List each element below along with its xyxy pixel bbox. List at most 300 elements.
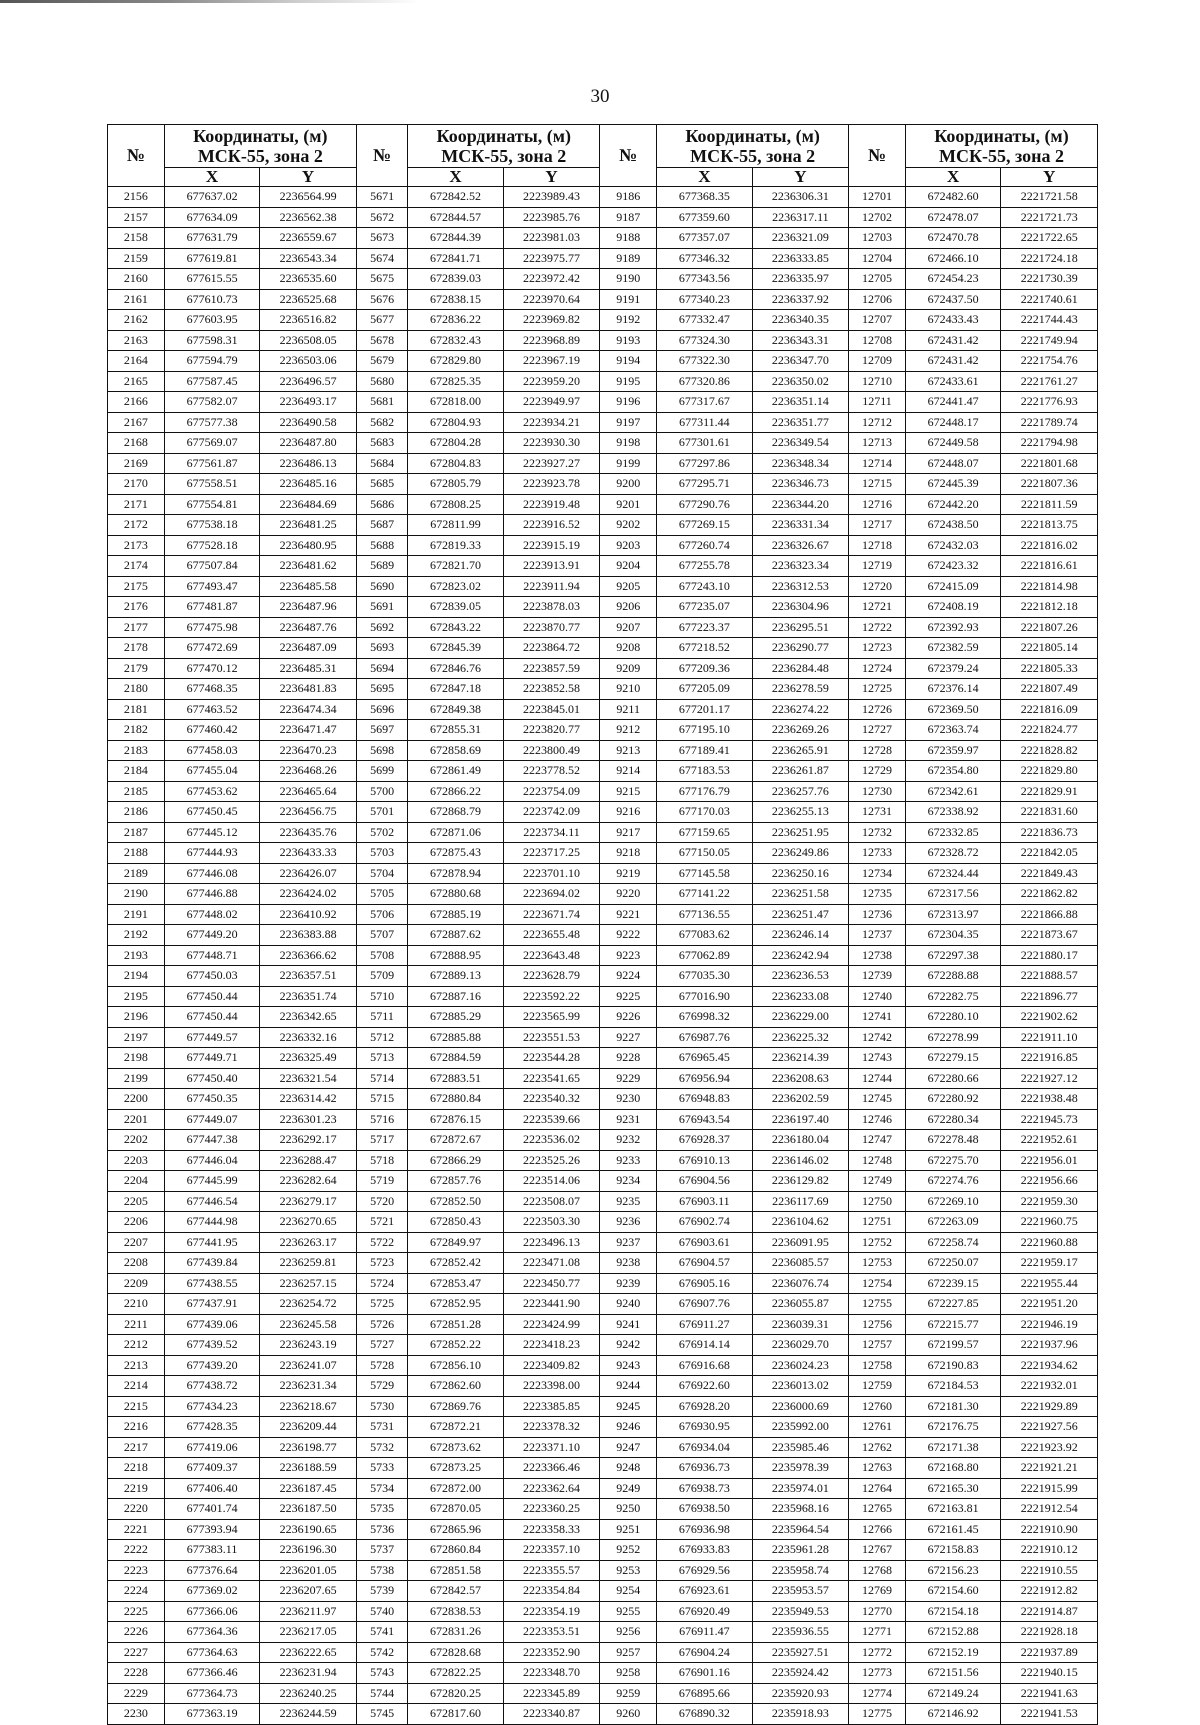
y-coordinate: 2221912.54 [1001, 1499, 1098, 1520]
y-coordinate: 2221956.66 [1001, 1171, 1098, 1192]
x-coordinate: 672843.22 [408, 617, 503, 638]
x-coordinate: 677343.56 [657, 269, 752, 290]
y-coordinate: 2221849.43 [1001, 863, 1098, 884]
y-coordinate: 2223970.64 [503, 289, 600, 310]
header-coordinates-units: Координаты, (м) [193, 126, 328, 146]
x-coordinate: 672820.25 [408, 1683, 503, 1704]
x-coordinate: 672317.56 [905, 884, 1000, 905]
point-number: 5679 [356, 351, 407, 372]
point-number: 12771 [849, 1622, 906, 1643]
y-coordinate: 2223852.58 [503, 679, 600, 700]
y-coordinate: 2236516.82 [260, 310, 357, 331]
point-number: 5740 [356, 1601, 407, 1622]
x-coordinate: 676936.73 [657, 1458, 752, 1479]
y-coordinate: 2236231.94 [260, 1663, 357, 1684]
point-number: 12702 [849, 207, 906, 228]
point-number: 12722 [849, 617, 906, 638]
y-coordinate: 2221807.26 [1001, 617, 1098, 638]
y-coordinate: 2236209.44 [260, 1417, 357, 1438]
y-coordinate: 2236254.72 [260, 1294, 357, 1315]
y-coordinate: 2236487.96 [260, 597, 357, 618]
point-number: 9221 [600, 904, 657, 925]
point-number: 2216 [108, 1417, 165, 1438]
y-coordinate: 2236255.13 [752, 802, 849, 823]
table-row [108, 1642, 1098, 1663]
point-number: 9232 [600, 1130, 657, 1151]
y-coordinate: 2236465.64 [260, 781, 357, 802]
point-number: 2190 [108, 884, 165, 905]
x-coordinate: 672839.05 [408, 597, 503, 618]
point-number: 2208 [108, 1253, 165, 1274]
point-number: 9235 [600, 1191, 657, 1212]
point-number: 2187 [108, 822, 165, 843]
x-coordinate: 677364.73 [164, 1683, 259, 1704]
point-number: 12763 [849, 1458, 906, 1479]
x-coordinate: 672154.60 [905, 1581, 1000, 1602]
y-coordinate: 2236202.59 [752, 1089, 849, 1110]
x-coordinate: 672431.42 [905, 330, 1000, 351]
table-row [108, 1027, 1098, 1048]
x-coordinate: 677463.52 [164, 699, 259, 720]
y-coordinate: 2236257.76 [752, 781, 849, 802]
y-coordinate: 2221749.94 [1001, 330, 1098, 351]
x-coordinate: 676904.24 [657, 1642, 752, 1663]
table-row [108, 1191, 1098, 1212]
y-coordinate: 2223969.82 [503, 310, 600, 331]
point-number: 12758 [849, 1355, 906, 1376]
y-coordinate: 2223409.82 [503, 1355, 600, 1376]
x-coordinate: 672865.96 [408, 1519, 503, 1540]
y-coordinate: 2235927.51 [752, 1642, 849, 1663]
y-coordinate: 2236351.77 [752, 412, 849, 433]
point-number: 5745 [356, 1704, 407, 1725]
point-number: 12729 [849, 761, 906, 782]
y-coordinate: 2221940.15 [1001, 1663, 1098, 1684]
y-coordinate: 2221740.61 [1001, 289, 1098, 310]
point-number: 12720 [849, 576, 906, 597]
point-number: 9187 [600, 207, 657, 228]
point-number: 5728 [356, 1355, 407, 1376]
header-coordinate-system: МСК-55, зона 2 [690, 146, 816, 166]
y-coordinate: 2223424.99 [503, 1314, 600, 1335]
x-coordinate: 672152.19 [905, 1642, 1000, 1663]
y-coordinate: 2236487.76 [260, 617, 357, 638]
y-coordinate: 2235958.74 [752, 1560, 849, 1581]
table-row [108, 1068, 1098, 1089]
table-row [108, 597, 1098, 618]
y-coordinate: 2221807.36 [1001, 474, 1098, 495]
y-coordinate: 2236348.34 [752, 453, 849, 474]
x-coordinate: 677035.30 [657, 966, 752, 987]
table-row [108, 187, 1098, 208]
x-coordinate: 672171.38 [905, 1437, 1000, 1458]
point-number: 5696 [356, 699, 407, 720]
y-coordinate: 2236301.23 [260, 1109, 357, 1130]
y-coordinate: 2236332.16 [260, 1027, 357, 1048]
point-number: 2164 [108, 351, 165, 372]
y-coordinate: 2236055.87 [752, 1294, 849, 1315]
table-row [108, 1232, 1098, 1253]
y-coordinate: 2236342.65 [260, 1007, 357, 1028]
point-number: 5699 [356, 761, 407, 782]
table-row [108, 1048, 1098, 1069]
header-coordinates-units: Координаты, (м) [934, 126, 1069, 146]
x-coordinate: 676923.61 [657, 1581, 752, 1602]
header-y: Y [503, 168, 600, 187]
point-number: 12705 [849, 269, 906, 290]
table-row [108, 1581, 1098, 1602]
point-number: 5673 [356, 228, 407, 249]
x-coordinate: 672227.85 [905, 1294, 1000, 1315]
x-coordinate: 677444.93 [164, 843, 259, 864]
y-coordinate: 2221801.68 [1001, 453, 1098, 474]
y-coordinate: 2236471.47 [260, 720, 357, 741]
point-number: 5718 [356, 1150, 407, 1171]
point-number: 2212 [108, 1335, 165, 1356]
x-coordinate: 672431.42 [905, 351, 1000, 372]
y-coordinate: 2223441.90 [503, 1294, 600, 1315]
table-row [108, 740, 1098, 761]
point-number: 9247 [600, 1437, 657, 1458]
y-coordinate: 2221722.65 [1001, 228, 1098, 249]
x-coordinate: 677401.74 [164, 1499, 259, 1520]
point-number: 12708 [849, 330, 906, 351]
point-number: 12717 [849, 515, 906, 536]
y-coordinate: 2236190.65 [260, 1519, 357, 1540]
x-coordinate: 677450.40 [164, 1068, 259, 1089]
point-number: 5727 [356, 1335, 407, 1356]
point-number: 9203 [600, 535, 657, 556]
point-number: 9250 [600, 1499, 657, 1520]
y-coordinate: 2236076.74 [752, 1273, 849, 1294]
point-number: 12701 [849, 187, 906, 208]
y-coordinate: 2221952.61 [1001, 1130, 1098, 1151]
table-row [108, 556, 1098, 577]
y-coordinate: 2236196.30 [260, 1540, 357, 1561]
y-coordinate: 2236188.59 [260, 1458, 357, 1479]
y-coordinate: 2223348.70 [503, 1663, 600, 1684]
table-row [108, 207, 1098, 228]
x-coordinate: 672165.30 [905, 1478, 1000, 1499]
point-number: 2180 [108, 679, 165, 700]
point-number: 2160 [108, 269, 165, 290]
y-coordinate: 2221946.19 [1001, 1314, 1098, 1335]
y-coordinate: 2223734.11 [503, 822, 600, 843]
x-coordinate: 677450.44 [164, 1007, 259, 1028]
table-row [108, 371, 1098, 392]
point-number: 12735 [849, 884, 906, 905]
point-number: 5717 [356, 1130, 407, 1151]
y-coordinate: 2236236.53 [752, 966, 849, 987]
point-number: 5690 [356, 576, 407, 597]
y-coordinate: 2236343.31 [752, 330, 849, 351]
y-coordinate: 2223354.19 [503, 1601, 600, 1622]
y-coordinate: 2223544.28 [503, 1048, 600, 1069]
y-coordinate: 2223565.99 [503, 1007, 600, 1028]
x-coordinate: 676928.20 [657, 1396, 752, 1417]
y-coordinate: 2236279.17 [260, 1191, 357, 1212]
y-coordinate: 2221923.92 [1001, 1437, 1098, 1458]
y-coordinate: 2223985.76 [503, 207, 600, 228]
x-coordinate: 677357.07 [657, 228, 752, 249]
x-coordinate: 672887.62 [408, 925, 503, 946]
point-number: 2182 [108, 720, 165, 741]
x-coordinate: 672280.92 [905, 1089, 1000, 1110]
point-number: 12715 [849, 474, 906, 495]
x-coordinate: 672156.23 [905, 1560, 1000, 1581]
x-coordinate: 672215.77 [905, 1314, 1000, 1335]
point-number: 2203 [108, 1150, 165, 1171]
x-coordinate: 677446.08 [164, 863, 259, 884]
x-coordinate: 676920.49 [657, 1601, 752, 1622]
y-coordinate: 2221927.56 [1001, 1417, 1098, 1438]
point-number: 2219 [108, 1478, 165, 1499]
point-number: 12706 [849, 289, 906, 310]
x-coordinate: 677493.47 [164, 576, 259, 597]
x-coordinate: 672825.35 [408, 371, 503, 392]
y-coordinate: 2221880.17 [1001, 945, 1098, 966]
x-coordinate: 677468.35 [164, 679, 259, 700]
y-coordinate: 2236292.17 [260, 1130, 357, 1151]
x-coordinate: 672866.29 [408, 1150, 503, 1171]
point-number: 12746 [849, 1109, 906, 1130]
y-coordinate: 2223923.78 [503, 474, 600, 495]
y-coordinate: 2236344.20 [752, 494, 849, 515]
point-number: 5711 [356, 1007, 407, 1028]
x-coordinate: 672154.18 [905, 1601, 1000, 1622]
point-number: 12711 [849, 392, 906, 413]
y-coordinate: 2223358.33 [503, 1519, 600, 1540]
x-coordinate: 672297.38 [905, 945, 1000, 966]
table-row [108, 494, 1098, 515]
y-coordinate: 2236435.76 [260, 822, 357, 843]
x-coordinate: 677176.79 [657, 781, 752, 802]
table-row [108, 392, 1098, 413]
table-row [108, 1294, 1098, 1315]
point-number: 12752 [849, 1232, 906, 1253]
x-coordinate: 672846.76 [408, 658, 503, 679]
y-coordinate: 2221831.60 [1001, 802, 1098, 823]
y-coordinate: 2236490.58 [260, 412, 357, 433]
point-number: 9204 [600, 556, 657, 577]
table-row [108, 843, 1098, 864]
y-coordinate: 2223539.66 [503, 1109, 600, 1130]
point-number: 12742 [849, 1027, 906, 1048]
x-coordinate: 676929.56 [657, 1560, 752, 1581]
y-coordinate: 2236245.58 [260, 1314, 357, 1335]
x-coordinate: 677561.87 [164, 453, 259, 474]
point-number: 5712 [356, 1027, 407, 1048]
point-number: 9202 [600, 515, 657, 536]
x-coordinate: 672852.50 [408, 1191, 503, 1212]
x-coordinate: 677376.64 [164, 1560, 259, 1581]
x-coordinate: 676933.83 [657, 1540, 752, 1561]
y-coordinate: 2236564.99 [260, 187, 357, 208]
y-coordinate: 2221836.73 [1001, 822, 1098, 843]
y-coordinate: 2221862.82 [1001, 884, 1098, 905]
point-number: 5704 [356, 863, 407, 884]
point-number: 2195 [108, 986, 165, 1007]
point-number: 2211 [108, 1314, 165, 1335]
y-coordinate: 2236481.25 [260, 515, 357, 536]
point-number: 9216 [600, 802, 657, 823]
x-coordinate: 676930.95 [657, 1417, 752, 1438]
x-coordinate: 672445.39 [905, 474, 1000, 495]
point-number: 2162 [108, 310, 165, 331]
y-coordinate: 2236295.51 [752, 617, 849, 638]
point-number: 12726 [849, 699, 906, 720]
y-coordinate: 2236559.67 [260, 228, 357, 249]
header-coordinates-units: Координаты, (м) [436, 126, 572, 146]
point-number: 2229 [108, 1683, 165, 1704]
point-number: 2218 [108, 1458, 165, 1479]
point-number: 2223 [108, 1560, 165, 1581]
y-coordinate: 2221951.20 [1001, 1294, 1098, 1315]
x-coordinate: 672841.71 [408, 248, 503, 269]
point-number: 12748 [849, 1150, 906, 1171]
y-coordinate: 2236197.40 [752, 1109, 849, 1130]
x-coordinate: 677409.37 [164, 1458, 259, 1479]
point-number: 5708 [356, 945, 407, 966]
y-coordinate: 2221814.98 [1001, 576, 1098, 597]
x-coordinate: 677558.51 [164, 474, 259, 495]
x-coordinate: 676895.66 [657, 1683, 752, 1704]
x-coordinate: 672805.79 [408, 474, 503, 495]
point-number: 9231 [600, 1109, 657, 1130]
y-coordinate: 2221916.85 [1001, 1048, 1098, 1069]
header-coordinate-system: МСК-55, зона 2 [938, 146, 1064, 166]
y-coordinate: 2236222.65 [260, 1642, 357, 1663]
point-number: 9220 [600, 884, 657, 905]
x-coordinate: 672369.50 [905, 699, 1000, 720]
x-coordinate: 676903.11 [657, 1191, 752, 1212]
table-row [108, 925, 1098, 946]
y-coordinate: 2235974.01 [752, 1478, 849, 1499]
y-coordinate: 2221789.74 [1001, 412, 1098, 433]
y-coordinate: 2235968.16 [752, 1499, 849, 1520]
point-number: 12759 [849, 1376, 906, 1397]
point-number: 12769 [849, 1581, 906, 1602]
y-coordinate: 2236485.31 [260, 658, 357, 679]
point-number: 12739 [849, 966, 906, 987]
x-coordinate: 672866.22 [408, 781, 503, 802]
y-coordinate: 2236251.47 [752, 904, 849, 925]
point-number: 5707 [356, 925, 407, 946]
table-row [108, 535, 1098, 556]
y-coordinate: 2236487.80 [260, 433, 357, 454]
point-number: 2183 [108, 740, 165, 761]
x-coordinate: 676956.94 [657, 1068, 752, 1089]
y-coordinate: 2236349.54 [752, 433, 849, 454]
y-coordinate: 2223913.91 [503, 556, 600, 577]
table-row [108, 617, 1098, 638]
point-number: 12733 [849, 843, 906, 864]
y-coordinate: 2223911.94 [503, 576, 600, 597]
x-coordinate: 672860.84 [408, 1540, 503, 1561]
point-number: 5705 [356, 884, 407, 905]
y-coordinate: 2221927.12 [1001, 1068, 1098, 1089]
y-coordinate: 2236024.23 [752, 1355, 849, 1376]
point-number: 12743 [849, 1048, 906, 1069]
point-number: 9248 [600, 1458, 657, 1479]
y-coordinate: 2223354.84 [503, 1581, 600, 1602]
point-number: 9214 [600, 761, 657, 782]
point-number: 12775 [849, 1704, 906, 1725]
y-coordinate: 2223643.48 [503, 945, 600, 966]
point-number: 12750 [849, 1191, 906, 1212]
point-number: 5714 [356, 1068, 407, 1089]
x-coordinate: 672408.19 [905, 597, 1000, 618]
point-number: 5676 [356, 289, 407, 310]
y-coordinate: 2223398.00 [503, 1376, 600, 1397]
x-coordinate: 677438.72 [164, 1376, 259, 1397]
x-coordinate: 672158.83 [905, 1540, 1000, 1561]
x-coordinate: 677610.73 [164, 289, 259, 310]
point-number: 2210 [108, 1294, 165, 1315]
x-coordinate: 672470.78 [905, 228, 1000, 249]
y-coordinate: 2236198.77 [260, 1437, 357, 1458]
point-number: 5715 [356, 1089, 407, 1110]
y-coordinate: 2236039.31 [752, 1314, 849, 1335]
x-coordinate: 677363.19 [164, 1704, 259, 1725]
point-number: 9225 [600, 986, 657, 1007]
point-number: 2158 [108, 228, 165, 249]
x-coordinate: 672817.60 [408, 1704, 503, 1725]
x-coordinate: 676914.14 [657, 1335, 752, 1356]
x-coordinate: 676904.56 [657, 1171, 752, 1192]
point-number: 9228 [600, 1048, 657, 1069]
x-coordinate: 672849.97 [408, 1232, 503, 1253]
header-coordinates [408, 125, 600, 168]
y-coordinate: 2236474.34 [260, 699, 357, 720]
table-row [108, 720, 1098, 741]
x-coordinate: 677223.37 [657, 617, 752, 638]
table-row [108, 1253, 1098, 1274]
y-coordinate: 2236525.68 [260, 289, 357, 310]
y-coordinate: 2236508.05 [260, 330, 357, 351]
point-number: 5682 [356, 412, 407, 433]
x-coordinate: 672821.70 [408, 556, 503, 577]
x-coordinate: 672280.34 [905, 1109, 1000, 1130]
point-number: 12761 [849, 1417, 906, 1438]
y-coordinate: 2236284.48 [752, 658, 849, 679]
x-coordinate: 672392.93 [905, 617, 1000, 638]
y-coordinate: 2223959.20 [503, 371, 600, 392]
x-coordinate: 677587.45 [164, 371, 259, 392]
x-coordinate: 677359.60 [657, 207, 752, 228]
x-coordinate: 676987.76 [657, 1027, 752, 1048]
point-number: 2177 [108, 617, 165, 638]
y-coordinate: 2221902.62 [1001, 1007, 1098, 1028]
y-coordinate: 2221934.62 [1001, 1355, 1098, 1376]
y-coordinate: 2236503.06 [260, 351, 357, 372]
x-coordinate: 677449.07 [164, 1109, 259, 1130]
y-coordinate: 2221829.91 [1001, 781, 1098, 802]
point-number: 9215 [600, 781, 657, 802]
y-coordinate: 2236180.04 [752, 1130, 849, 1151]
point-number: 5685 [356, 474, 407, 495]
y-coordinate: 2221816.02 [1001, 535, 1098, 556]
point-number: 5719 [356, 1171, 407, 1192]
point-number: 9198 [600, 433, 657, 454]
x-coordinate: 677619.81 [164, 248, 259, 269]
point-number: 5738 [356, 1560, 407, 1581]
x-coordinate: 672441.47 [905, 392, 1000, 413]
table-row [108, 474, 1098, 495]
point-number: 5691 [356, 597, 407, 618]
x-coordinate: 677449.71 [164, 1048, 259, 1069]
y-coordinate: 2235936.55 [752, 1622, 849, 1643]
